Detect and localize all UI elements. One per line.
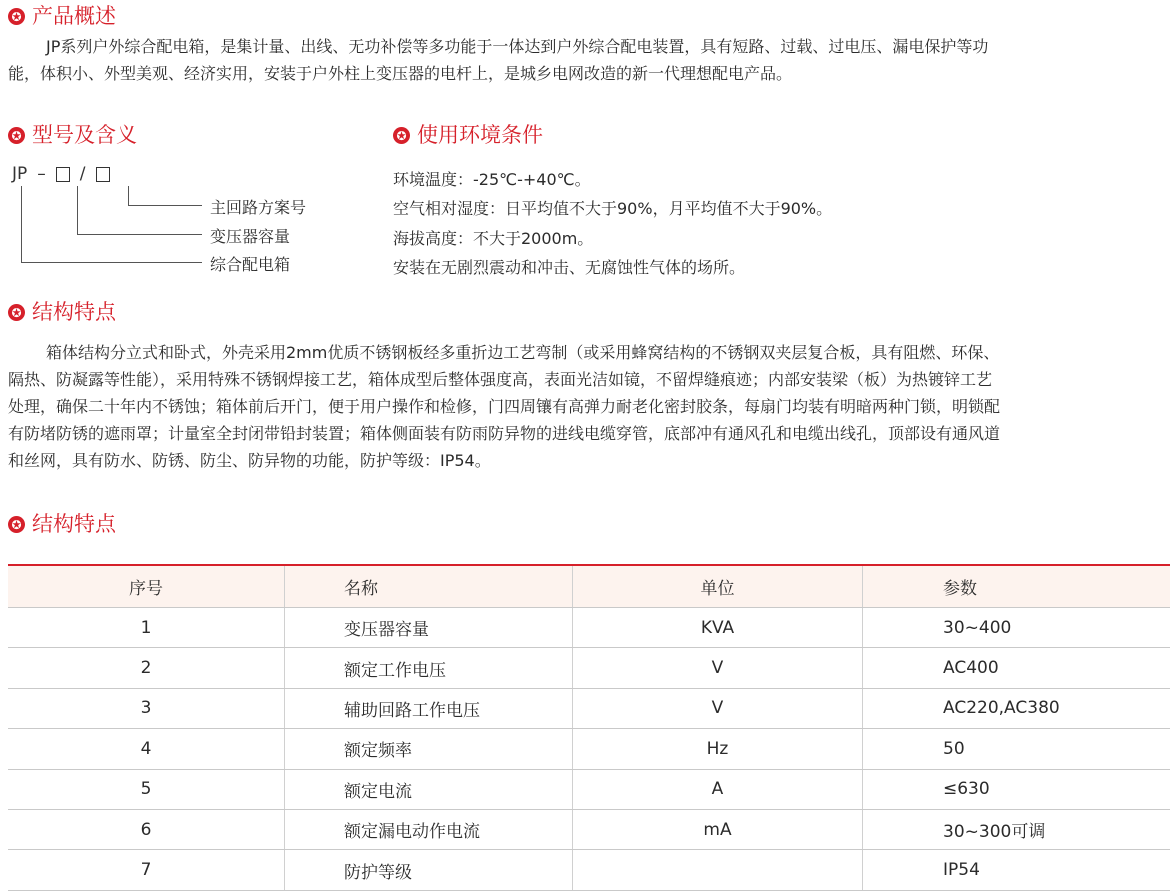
cell-name: 额定频率 xyxy=(285,729,573,768)
environment-title: 使用环境条件 xyxy=(417,123,543,147)
structure-title: 结构特点 xyxy=(32,300,116,324)
model-heading xyxy=(8,125,137,146)
cell-value: AC220,AC380 xyxy=(943,698,1060,719)
overview-line-1: JP系列户外综合配电箱，是集计量、出线、无功补偿等多功能于一体达到户外综合配电装置，具有短路、过载、过电压、漏电保护等功 xyxy=(46,37,989,56)
star-badge-icon: ✪ xyxy=(8,8,25,25)
tree-line xyxy=(21,262,202,263)
cell-value: IP54 xyxy=(943,860,980,881)
model-slash: / xyxy=(79,164,86,184)
cell-unit: KVA xyxy=(573,608,863,647)
structure-line-1: 箱体结构分立式和卧式，外壳采用2mm优质不锈钢板经多重折边工艺弯制（或采用蜂窝结构的不锈钢双夹层复合板，具有阻燃、环保、 xyxy=(46,343,1000,362)
table-row xyxy=(8,770,1170,810)
cell-unit xyxy=(573,850,863,889)
model-box-capacity xyxy=(56,167,70,182)
overview-title: 产品概述 xyxy=(32,4,116,28)
cell-value: 30~400 xyxy=(943,617,1012,638)
model-title: 型号及含义 xyxy=(32,123,137,147)
cell-index: 5 xyxy=(8,770,285,809)
tree-label-scheme: 主回路方案号 xyxy=(210,198,307,217)
structure-line-5: 和丝网，具有防水、防锈、防尘、防异物的功能，防护等级：IP54。 xyxy=(8,451,491,470)
star-badge-icon: ✪ xyxy=(8,127,25,144)
cell-index: 7 xyxy=(8,850,285,889)
tree-label-box: 综合配电箱 xyxy=(210,255,291,274)
cell-name: 防护等级 xyxy=(285,850,573,889)
table-row xyxy=(8,608,1170,648)
table-row xyxy=(8,850,1170,890)
table-row xyxy=(8,729,1170,769)
tree-label-capacity: 变压器容量 xyxy=(210,227,291,246)
model-dash: – xyxy=(37,164,46,184)
structure-line-4: 有防堵防锈的遮雨罩；计量室全封闭带铅封装置；箱体侧面装有防雨防异物的进线电缆穿管，底部冲有通风孔和电缆出线孔，顶部设有通风道 xyxy=(8,424,1001,443)
structure-heading xyxy=(8,302,116,323)
cell-name: 额定漏电动作电流 xyxy=(285,810,573,849)
table-row xyxy=(8,810,1170,850)
cell-index: 2 xyxy=(8,648,285,687)
params-table xyxy=(8,564,1170,891)
header-index: 序号 xyxy=(8,566,285,607)
cell-index: 4 xyxy=(8,729,285,768)
params-heading xyxy=(8,514,116,535)
tree-line xyxy=(77,186,78,234)
structure-line-3: 处理，确保二十年内不锈蚀；箱体前后开门，便于用户操作和检修，门四周镶有高弹力耐老化密封胶条，每扇门均装有明暗两种门锁，明锁配 xyxy=(8,397,1001,416)
cell-name: 额定工作电压 xyxy=(285,648,573,687)
header-value: 参数 xyxy=(943,579,977,599)
environment-heading xyxy=(393,125,543,146)
tree-line xyxy=(21,186,22,262)
model-box-scheme xyxy=(96,167,110,182)
model-prefix: JP xyxy=(12,164,28,184)
cell-unit: V xyxy=(573,648,863,687)
structure-line-2: 隔热、防凝露等性能），采用特殊不锈钢焊接工艺，箱体成型后整体强度高，表面光洁如镜，不留焊缝痕迹；内部安装梁（板）为热镀锌工艺 xyxy=(8,370,993,389)
star-badge-icon: ✪ xyxy=(8,304,25,321)
cell-index: 1 xyxy=(8,608,285,647)
overview-heading xyxy=(8,6,116,27)
cell-value: ≤630 xyxy=(943,779,990,800)
cell-value: 50 xyxy=(943,738,965,759)
cell-unit: Hz xyxy=(573,729,863,768)
cell-name: 变压器容量 xyxy=(285,608,573,647)
tree-line xyxy=(128,186,129,205)
cell-unit: V xyxy=(573,689,863,728)
env-line-temperature: 环境温度：-25℃-+40℃。 xyxy=(393,170,591,189)
cell-value: AC400 xyxy=(943,658,999,679)
params-title: 结构特点 xyxy=(32,512,116,536)
cell-index: 6 xyxy=(8,810,285,849)
table-header-row xyxy=(8,566,1170,608)
cell-value: 30~300可调 xyxy=(943,822,1046,843)
tree-line xyxy=(77,234,202,235)
cell-name: 额定电流 xyxy=(285,770,573,809)
header-name: 名称 xyxy=(285,566,573,607)
header-unit: 单位 xyxy=(573,566,863,607)
cell-index: 3 xyxy=(8,689,285,728)
star-badge-icon: ✪ xyxy=(393,127,410,144)
model-code xyxy=(12,164,110,184)
table-row xyxy=(8,689,1170,729)
env-line-altitude: 海拔高度：不大于2000m。 xyxy=(393,229,594,248)
env-line-install: 安装在无剧烈震动和冲击、无腐蚀性气体的场所。 xyxy=(393,258,746,277)
cell-unit: A xyxy=(573,770,863,809)
overview-line-2: 能，体积小、外型美观、经济实用，安装于户外柱上变压器的电杆上，是城乡电网改造的新一代理想配电产品。 xyxy=(8,64,793,83)
table-row xyxy=(8,648,1170,688)
tree-line xyxy=(128,205,202,206)
env-line-humidity: 空气相对湿度：日平均值不大于90%，月平均值不大于90%。 xyxy=(393,199,833,218)
cell-unit: mA xyxy=(573,810,863,849)
star-badge-icon: ✪ xyxy=(8,516,25,533)
cell-name: 辅助回路工作电压 xyxy=(285,689,573,728)
